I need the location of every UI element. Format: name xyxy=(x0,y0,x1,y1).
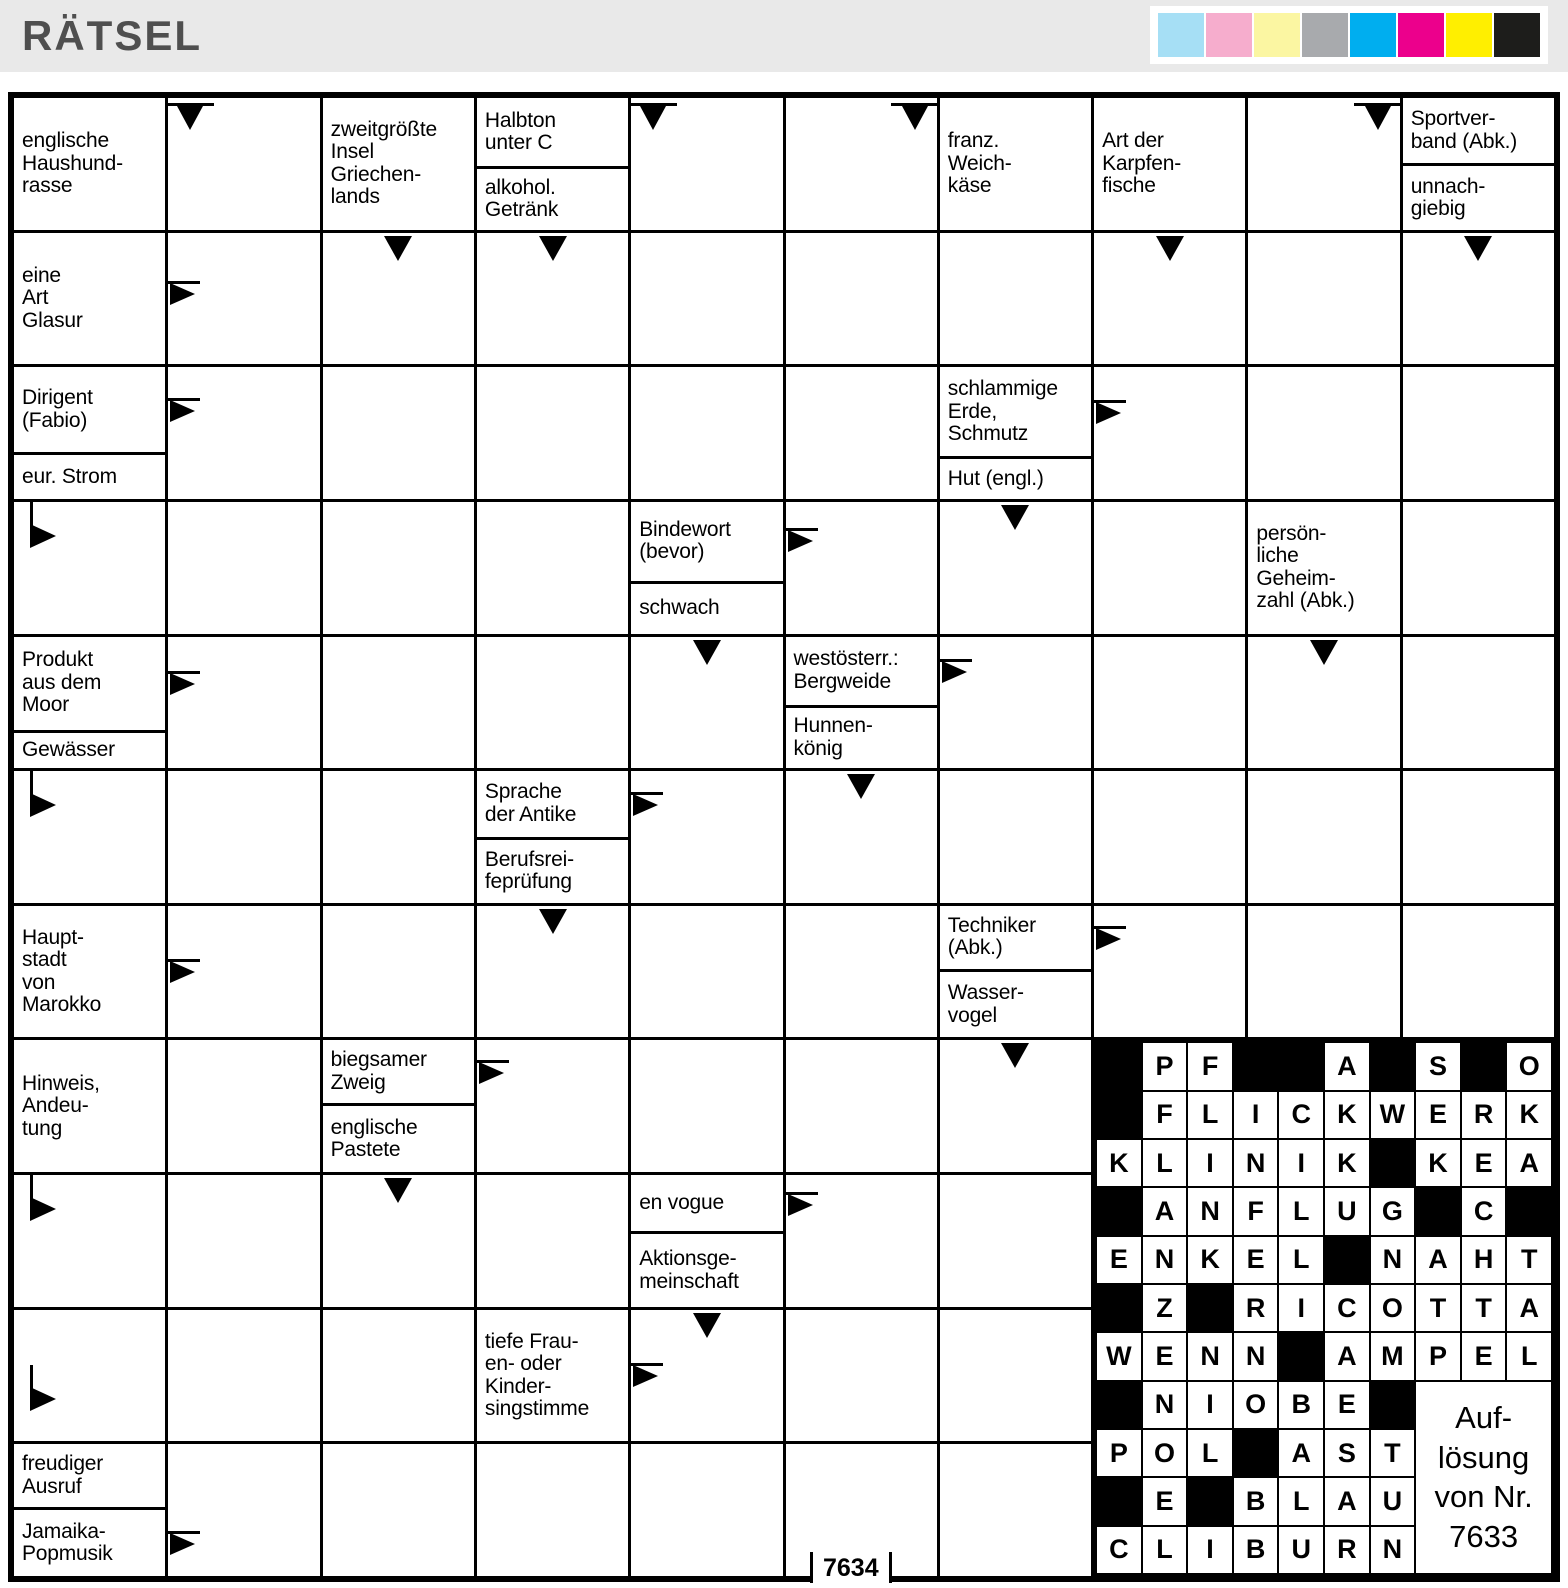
solution-letter: R xyxy=(1462,1092,1506,1138)
answer-cell-r1c9[interactable] xyxy=(1248,98,1399,230)
crossword-grid xyxy=(8,92,1560,1582)
solution-label-line: 7633 xyxy=(1449,1519,1519,1555)
color-swatch xyxy=(1302,13,1348,57)
clue-cell-r4c9 xyxy=(1248,502,1399,634)
clue-cell-r4c5 xyxy=(631,502,782,634)
solution-letter: B xyxy=(1234,1478,1278,1524)
solution-letter: I xyxy=(1279,1285,1323,1331)
page-title: RÄTSEL xyxy=(22,12,202,59)
solution-letter: U xyxy=(1371,1478,1415,1524)
answer-cell-r8c4[interactable] xyxy=(477,1040,628,1172)
answer-cell-r2c2[interactable] xyxy=(168,233,319,365)
arrow-right-icon xyxy=(168,959,202,985)
solution-letter: T xyxy=(1507,1237,1551,1283)
solution-letter: S xyxy=(1416,1043,1460,1089)
answer-cell-r7c3[interactable] xyxy=(323,906,474,1038)
answer-cell-r6c7[interactable] xyxy=(940,771,1091,903)
clue-text-top: Sportver- band (Abk.) xyxy=(1403,98,1554,166)
clue-text: persön- liche Geheim- zahl (Abk.) xyxy=(1256,521,1355,613)
solution-letter: P xyxy=(1416,1333,1460,1379)
clue-cell-r10c4 xyxy=(477,1310,628,1442)
arrow-down-icon xyxy=(1464,236,1492,264)
solution-letter: N xyxy=(1234,1333,1278,1379)
answer-cell-r3c8[interactable] xyxy=(1094,367,1245,499)
answer-cell-r4c7[interactable] xyxy=(940,502,1091,634)
solution-letter: N xyxy=(1143,1382,1187,1428)
answer-cell-r10c5[interactable] xyxy=(631,1310,782,1442)
answer-cell-r2c4[interactable] xyxy=(477,233,628,365)
answer-cell-r9c6[interactable] xyxy=(786,1175,937,1307)
clue-cell-r2c1 xyxy=(14,233,165,365)
answer-cell-r10c6[interactable] xyxy=(786,1310,937,1442)
answer-cell-r4c2[interactable] xyxy=(168,502,319,634)
arrow-right-icon xyxy=(786,528,820,554)
solution-letter: O xyxy=(1143,1430,1187,1476)
answer-cell-r11c3[interactable] xyxy=(323,1444,474,1576)
arrow-down-icon xyxy=(693,640,721,668)
arrow-down-icon xyxy=(539,236,567,264)
answer-cell-r5c4[interactable] xyxy=(477,637,628,769)
answer-cell-r7c6[interactable] xyxy=(786,906,937,1038)
solution-letter: E xyxy=(1097,1237,1141,1283)
color-swatch xyxy=(1494,13,1540,57)
answer-cell-r3c10[interactable] xyxy=(1403,367,1554,499)
clue-cell-r11c1 xyxy=(14,1444,165,1576)
solution-letter: K xyxy=(1097,1140,1141,1186)
solution-letter: U xyxy=(1325,1188,1369,1234)
clue-text: eine Art Glasur xyxy=(22,263,83,332)
clue-text-top: biegsamer Zweig xyxy=(323,1040,474,1106)
answer-cell-r3c6[interactable] xyxy=(786,367,937,499)
solution-letter: I xyxy=(1188,1527,1232,1573)
arrow-down-icon xyxy=(384,1178,412,1206)
answer-cell-r7c8[interactable] xyxy=(1094,906,1245,1038)
clue-text-top: Bindewort (bevor) xyxy=(631,502,782,584)
solution-letter: A xyxy=(1416,1237,1460,1283)
solution-letter: N xyxy=(1234,1140,1278,1186)
clue-text: Hinweis, Andeu- tung xyxy=(22,1071,100,1140)
answer-cell-r2c6[interactable] xyxy=(786,233,937,365)
answer-cell-r2c10[interactable] xyxy=(1403,233,1554,365)
clue-cell-r1c7 xyxy=(940,98,1091,230)
clue-text-top: freudiger Ausruf xyxy=(14,1444,165,1510)
clue-cell-r3c1 xyxy=(14,367,165,499)
solution-letter: Z xyxy=(1143,1285,1187,1331)
clue-text: franz. Weich- käse xyxy=(947,129,1012,198)
solution-letter: N xyxy=(1143,1237,1187,1283)
answer-cell-r3c3[interactable] xyxy=(323,367,474,499)
solution-letter: E xyxy=(1234,1237,1278,1283)
solution-letter: U xyxy=(1279,1527,1323,1573)
clue-text: Art der Karpfen- fische xyxy=(1102,129,1182,198)
solution-letter: O xyxy=(1371,1285,1415,1331)
solution-letter: A xyxy=(1325,1478,1369,1524)
arrow-down-icon xyxy=(384,236,412,264)
color-swatch xyxy=(1350,13,1396,57)
solution-letter: C xyxy=(1097,1527,1141,1573)
solution-grid xyxy=(1094,1040,1554,1576)
solution-letter: L xyxy=(1143,1140,1187,1186)
arrow-down-icon xyxy=(1310,640,1338,668)
solution-letter: B xyxy=(1279,1382,1323,1428)
answer-cell-r7c9[interactable] xyxy=(1248,906,1399,1038)
answer-cell-r10c7[interactable] xyxy=(940,1310,1091,1442)
clue-text-top: Dirigent (Fabio) xyxy=(14,367,165,455)
solution-letter: A xyxy=(1143,1188,1187,1234)
solution-letter: E xyxy=(1462,1333,1506,1379)
solution-letter: C xyxy=(1279,1092,1323,1138)
print-color-calibration-bar xyxy=(1150,6,1548,64)
answer-cell-r8c5[interactable] xyxy=(631,1040,782,1172)
clue-cell-r5c6 xyxy=(786,637,937,769)
answer-cell-r7c2[interactable] xyxy=(168,906,319,1038)
answer-cell-r6c2[interactable] xyxy=(168,771,319,903)
answer-cell-r1c2[interactable] xyxy=(168,98,319,230)
answer-cell-r5c5[interactable] xyxy=(631,637,782,769)
answer-cell-r6c3[interactable] xyxy=(323,771,474,903)
solution-letter: N xyxy=(1188,1333,1232,1379)
clue-cell-r1c8 xyxy=(1094,98,1245,230)
arrow-right-icon xyxy=(631,1363,665,1389)
solution-letter: G xyxy=(1371,1188,1415,1234)
solution-letter: W xyxy=(1097,1333,1141,1379)
answer-cell-r11c7[interactable] xyxy=(940,1444,1091,1576)
arrow-right-icon xyxy=(1094,926,1128,952)
answer-cell-r7c10[interactable] xyxy=(1403,906,1554,1038)
clue-text-bottom: unnach- giebig xyxy=(1410,174,1486,221)
answer-cell-r3c4[interactable] xyxy=(477,367,628,499)
answer-cell-r11c4[interactable] xyxy=(477,1444,628,1576)
solution-letter: L xyxy=(1188,1430,1232,1476)
solution-letter: I xyxy=(1188,1140,1232,1186)
answer-cell-r1c6[interactable] xyxy=(786,98,937,230)
solution-letter: O xyxy=(1234,1382,1278,1428)
solution-letter: N xyxy=(1371,1527,1415,1573)
clue-cell-r1c3 xyxy=(323,98,474,230)
arrow-bent-down-icon xyxy=(1354,103,1400,137)
clue-text-top: westösterr.: Bergweide xyxy=(786,637,937,708)
arrow-right-icon xyxy=(786,1192,820,1218)
clue-text-bottom: eur. Strom xyxy=(22,464,117,488)
answer-cell-r2c8[interactable] xyxy=(1094,233,1245,365)
answer-cell-r9c1[interactable] xyxy=(14,1175,165,1307)
solution-label-line: von Nr. xyxy=(1434,1479,1533,1515)
answer-cell-r6c6[interactable] xyxy=(786,771,937,903)
answer-cell-r9c7[interactable] xyxy=(940,1175,1091,1307)
solution-letter: E xyxy=(1325,1382,1369,1428)
arrow-bent-right-icon xyxy=(30,771,70,819)
answer-cell-r5c7[interactable] xyxy=(940,637,1091,769)
arrow-bent-right-icon xyxy=(30,502,70,550)
answer-cell-r10c3[interactable] xyxy=(323,1310,474,1442)
solution-letter: M xyxy=(1371,1333,1415,1379)
solution-letter: N xyxy=(1371,1237,1415,1283)
answer-cell-r5c9[interactable] xyxy=(1248,637,1399,769)
clue-cell-r9c5 xyxy=(631,1175,782,1307)
clue-cell-r7c1 xyxy=(14,906,165,1038)
answer-cell-r5c10[interactable] xyxy=(1403,637,1554,769)
solution-label-line: Auf- xyxy=(1455,1400,1513,1435)
clue-text: englische Haushund- rasse xyxy=(22,129,123,198)
solution-letter: A xyxy=(1507,1285,1551,1331)
answer-cell-r7c5[interactable] xyxy=(631,906,782,1038)
answer-cell-r10c2[interactable] xyxy=(168,1310,319,1442)
solution-letter: L xyxy=(1507,1333,1551,1379)
arrow-right-icon xyxy=(477,1060,511,1086)
color-swatch xyxy=(1398,13,1444,57)
solution-letter: C xyxy=(1462,1188,1506,1234)
answer-cell-r4c4[interactable] xyxy=(477,502,628,634)
solution-letter: K xyxy=(1188,1237,1232,1283)
answer-cell-r2c7[interactable] xyxy=(940,233,1091,365)
color-swatch xyxy=(1446,13,1492,57)
clue-cell-r1c1 xyxy=(14,98,165,230)
clue-text-bottom: Berufsrei- feprüfung xyxy=(484,847,574,894)
answer-cell-r5c8[interactable] xyxy=(1094,637,1245,769)
arrow-right-icon xyxy=(168,281,202,307)
arrow-right-icon xyxy=(940,659,974,685)
answer-cell-r6c10[interactable] xyxy=(1403,771,1554,903)
answer-cell-r8c6[interactable] xyxy=(786,1040,937,1172)
arrow-down-icon xyxy=(1001,1043,1029,1071)
solution-label xyxy=(1416,1382,1551,1573)
arrow-down-icon xyxy=(693,1313,721,1341)
clue-cell-r6c4 xyxy=(477,771,628,903)
answer-cell-r11c2[interactable] xyxy=(168,1444,319,1576)
solution-letter: S xyxy=(1325,1430,1369,1476)
answer-cell-r7c4[interactable] xyxy=(477,906,628,1038)
solution-letter: K xyxy=(1325,1140,1369,1186)
arrow-down-icon xyxy=(1001,505,1029,533)
answer-cell-r9c4[interactable] xyxy=(477,1175,628,1307)
clue-cell-r1c10 xyxy=(1403,98,1554,230)
solution-letter: F xyxy=(1143,1092,1187,1138)
arrow-right-icon xyxy=(168,398,202,424)
arrow-bent-down-icon xyxy=(891,103,937,137)
answer-cell-r8c7[interactable] xyxy=(940,1040,1091,1172)
arrow-right-icon xyxy=(168,1531,202,1557)
solution-letter: T xyxy=(1371,1430,1415,1476)
clue-text-bottom: Wasser- vogel xyxy=(947,981,1024,1027)
clue-cell-r8c1 xyxy=(14,1040,165,1172)
solution-letter: L xyxy=(1279,1188,1323,1234)
arrow-right-icon xyxy=(631,792,665,818)
clue-text-bottom: Jamaika- Popmusik xyxy=(22,1519,113,1566)
solution-letter: A xyxy=(1325,1043,1369,1089)
clue-text-top: Sprache der Antike xyxy=(477,771,628,839)
clue-text-top: en vogue xyxy=(631,1175,782,1234)
solution-letter: F xyxy=(1234,1188,1278,1234)
clue-text-top: Produkt aus dem Moor xyxy=(14,637,165,733)
answer-cell-r4c8[interactable] xyxy=(1094,502,1245,634)
answer-cell-r4c3[interactable] xyxy=(323,502,474,634)
clue-text-bottom: Hut (engl.) xyxy=(947,466,1044,490)
clue-text-top: Techniker (Abk.) xyxy=(940,906,1091,972)
solution-letter: O xyxy=(1507,1043,1551,1089)
answer-cell-r6c1[interactable] xyxy=(14,771,165,903)
solution-letter: W xyxy=(1371,1092,1415,1138)
solution-letter: A xyxy=(1507,1140,1551,1186)
clue-text-top: Halbton unter C xyxy=(477,98,628,169)
clue-text-bottom: englische Pastete xyxy=(330,1115,418,1162)
answer-cell-r2c9[interactable] xyxy=(1248,233,1399,365)
solution-letter: I xyxy=(1279,1140,1323,1186)
clue-cell-r5c1 xyxy=(14,637,165,769)
answer-cell-r9c3[interactable] xyxy=(323,1175,474,1307)
clue-cell-r1c4 xyxy=(477,98,628,230)
clue-text-bottom: Hunnen- könig xyxy=(793,714,873,760)
puzzle-number-box xyxy=(810,1552,892,1583)
solution-letter: A xyxy=(1279,1430,1323,1476)
clue-text-bottom: alkohol. Getränk xyxy=(484,175,559,222)
answer-cell-r6c8[interactable] xyxy=(1094,771,1245,903)
arrow-down-icon xyxy=(1156,236,1184,264)
solution-letter: B xyxy=(1234,1527,1278,1573)
solution-letter: T xyxy=(1462,1285,1506,1331)
arrow-down-icon xyxy=(847,774,875,802)
answer-cell-r5c3[interactable] xyxy=(323,637,474,769)
answer-cell-r11c5[interactable] xyxy=(631,1444,782,1576)
solution-letter: L xyxy=(1143,1527,1187,1573)
answer-cell-r4c10[interactable] xyxy=(1403,502,1554,634)
solution-letter: A xyxy=(1325,1333,1369,1379)
answer-cell-r10c1[interactable] xyxy=(14,1310,165,1442)
arrow-bent-right-icon xyxy=(30,1365,70,1413)
solution-letter: H xyxy=(1462,1237,1506,1283)
solution-letter: I xyxy=(1234,1092,1278,1138)
solution-letter: P xyxy=(1143,1043,1187,1089)
arrow-right-icon xyxy=(1094,400,1128,426)
clue-text: Haupt- stadt von Marokko xyxy=(22,925,102,1017)
solution-letter: L xyxy=(1279,1237,1323,1283)
arrow-bent-down-icon xyxy=(168,103,214,137)
answer-cell-r6c5[interactable] xyxy=(631,771,782,903)
color-swatch xyxy=(1206,13,1252,57)
solution-letter: T xyxy=(1416,1285,1460,1331)
answer-cell-r8c2[interactable] xyxy=(168,1040,319,1172)
color-swatch xyxy=(1254,13,1300,57)
header-bar xyxy=(0,0,1568,72)
answer-cell-r4c6[interactable] xyxy=(786,502,937,634)
answer-cell-r9c2[interactable] xyxy=(168,1175,319,1307)
solution-letter: E xyxy=(1416,1092,1460,1138)
clue-cell-r8c3 xyxy=(323,1040,474,1172)
solution-letter: E xyxy=(1143,1478,1187,1524)
puzzle-number: 7634 xyxy=(823,1554,879,1582)
answer-cell-r3c2[interactable] xyxy=(168,367,319,499)
answer-cell-r6c9[interactable] xyxy=(1248,771,1399,903)
arrow-bent-right-icon xyxy=(30,1175,70,1223)
clue-text-bottom: Aktionsge- meinschaft xyxy=(639,1247,739,1293)
solution-letter: C xyxy=(1325,1285,1369,1331)
solution-letter: N xyxy=(1188,1188,1232,1234)
clue-text-bottom: schwach xyxy=(639,596,720,620)
color-swatch xyxy=(1158,13,1204,57)
solution-letter: K xyxy=(1507,1092,1551,1138)
answer-cell-r1c5[interactable] xyxy=(631,98,782,230)
solution-letter: R xyxy=(1234,1285,1278,1331)
clue-text-bottom: Gewässer xyxy=(22,738,115,762)
solution-letter: L xyxy=(1188,1092,1232,1138)
answer-cell-r5c2[interactable] xyxy=(168,637,319,769)
answer-cell-r2c3[interactable] xyxy=(323,233,474,365)
clue-text-top: schlammige Erde, Schmutz xyxy=(940,367,1091,459)
clue-cell-r3c7 xyxy=(940,367,1091,499)
answer-cell-r2c5[interactable] xyxy=(631,233,782,365)
clue-text: zweitgrößte Insel Griechen- lands xyxy=(330,117,437,209)
solution-letter: I xyxy=(1188,1382,1232,1428)
answer-cell-r3c9[interactable] xyxy=(1248,367,1399,499)
solution-letter: E xyxy=(1462,1140,1506,1186)
solution-label-line: lösung xyxy=(1437,1439,1530,1475)
arrow-down-icon xyxy=(539,909,567,937)
solution-letter: K xyxy=(1416,1140,1460,1186)
solution-letter: P xyxy=(1097,1430,1141,1476)
answer-cell-r3c5[interactable] xyxy=(631,367,782,499)
clue-cell-r7c7 xyxy=(940,906,1091,1038)
solution-letter: L xyxy=(1279,1478,1323,1524)
arrow-right-icon xyxy=(168,671,202,697)
arrow-bent-down-icon xyxy=(631,103,677,137)
answer-cell-r4c1[interactable] xyxy=(14,502,165,634)
clue-text: tiefe Frau- en- oder Kinder- singstimme xyxy=(484,1329,590,1420)
solution-letter: R xyxy=(1325,1527,1369,1573)
solution-letter: F xyxy=(1188,1043,1232,1089)
solution-letter: K xyxy=(1325,1092,1369,1138)
solution-letter: E xyxy=(1143,1333,1187,1379)
